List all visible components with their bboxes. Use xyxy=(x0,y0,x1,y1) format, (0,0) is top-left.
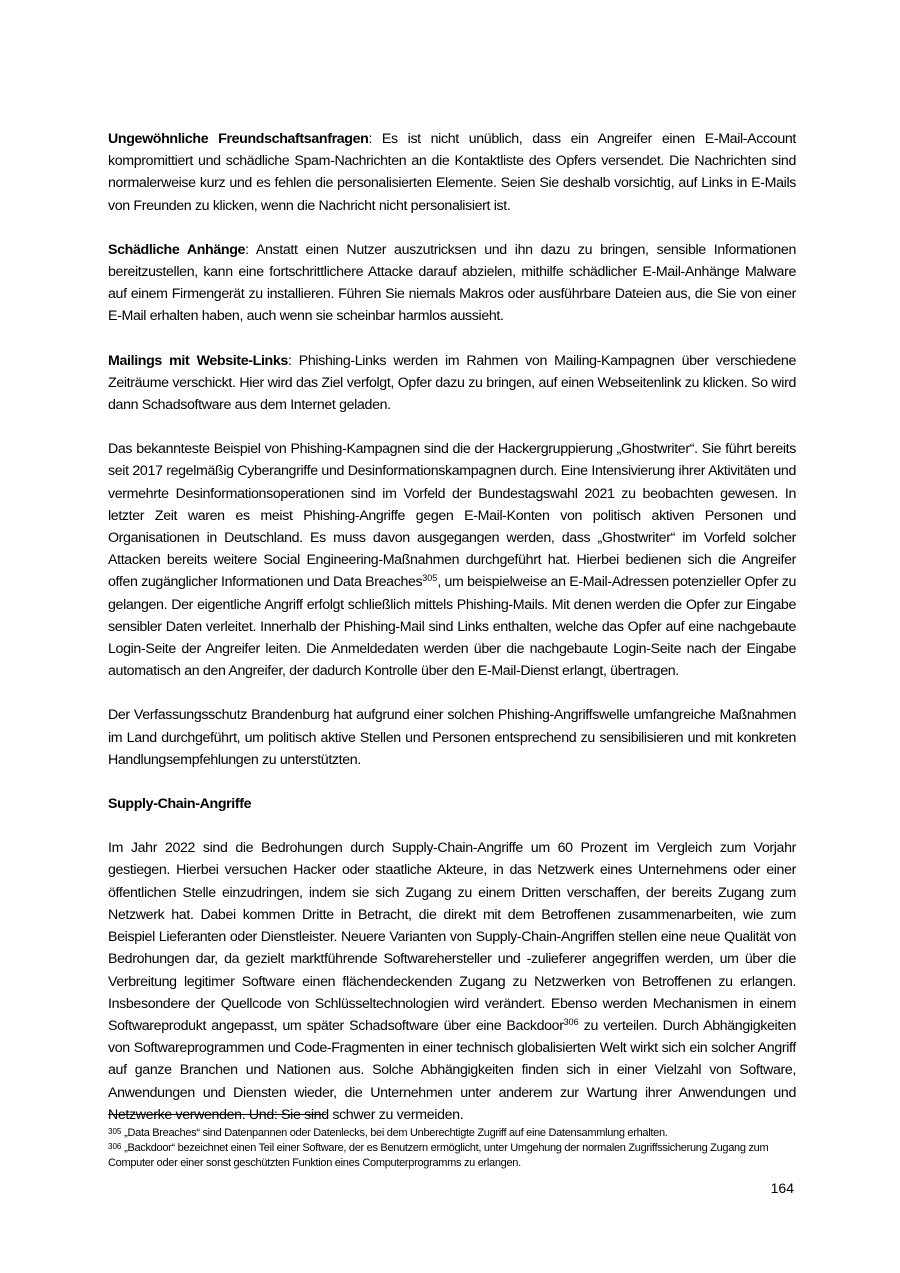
footnote-item xyxy=(108,1126,796,1141)
footnote-number: 306 xyxy=(108,1142,122,1151)
footnote-ref: 306 xyxy=(563,1016,579,1027)
section-heading: Supply-Chain-Angriffe xyxy=(108,796,252,813)
footnote-text: „Backdoor“ bezeichnet einen Teil einer Software, der es Benutzern ermöglicht, unter Umgehung der normalen Zugriffssicherung Zugang zum Computer oder einer sonst geschützten Funktion eines Computerprogramms zu erlangen. xyxy=(108,1142,769,1169)
paragraph-verfassungsschutz: Der Verfassungsschutz Brandenburg hat aufgrund einer solchen Phishing-Angriffswelle umfangreiche Maßnahmen im Land durchgeführt, um politisch aktive Stellen und Personen entsprechend zu sensibilisieren und mit konkreten Handlungsempfehlungen zu unterstützten. xyxy=(108,707,796,768)
paragraph-title: Ungewöhnliche Freundschaftsanfragen xyxy=(108,131,369,147)
paragraph-text: Das bekannteste Beispiel von Phishing-Kampagnen sind die der Hackergruppierung „Ghostwriter“. Sie führt bereits seit 2017 regelmäßig Cyberangriffe und Desinformationskampagnen durch. Eine Intensivierung ihrer Aktivitäten und vermehrte Desinformationsoperationen sind im Vorfeld der Bundestagswahl 2021 zu beobachten gewesen. In letzter Zeit waren es meist Phishing-Angriffe gegen E-Mail-Konten von politisch aktiven Personen und Organisationen in Deutschland. Es muss davon ausgegangen werden, dass „Ghostwriter“ im Vorfeld solcher Attacken bereits weitere Social Engineering-Maßnahmen durchgeführt hat. Hierbei bedienen sich die Angreifer offen zugänglicher Informationen und Data Breaches xyxy=(108,441,796,591)
paragraph-text: zu verteilen. Durch Abhängigkeiten von Softwareprogrammen und Code-Fragmenten in einer technisch globalisierten Welt wirkt sich ein solcher Angriff auf ganze Branchen und Nationen aus. Solche Abhängigkeiten finden sich in einer Vielzahl von Software, Anwendungen und Diensten wieder, die Unternehmen unter anderem zur Wartung ihrer Anwendungen und Netzwerke verwenden. Und: Sie sind schwer zu vermeiden. xyxy=(108,1017,796,1123)
paragraph-website-links xyxy=(108,350,796,417)
footnote-item xyxy=(108,1141,796,1171)
page-number: 164 xyxy=(770,1180,794,1196)
paragraph-ghostwriter xyxy=(108,438,796,682)
footnotes xyxy=(108,1126,796,1171)
paragraph-text: Im Jahr 2022 sind die Bedrohungen durch Supply-Chain-Angriffe um 60 Prozent im Vergleich zum Vorjahr gestiegen. Hierbei versuchen Hacker oder staatliche Akteure, in das Netzwerk eines Unternehmens oder einer öffentlichen Stelle einzudringen, indem sie sich Zugang zu einem Dritten verschaffen, der bereits Zugang zum Netzwerk hat. Dabei kommen Dritte in Betracht, die direkt mit dem Betroffenen zusammenarbeiten, wie zum Beispiel Lieferanten oder Dienstleister. Neuere Varianten von Supply-Chain-Angriffen stellen eine neue Qualität von Bedrohungen dar, da gezielt marktführende Softwarehersteller und -zulieferer angegriffen werden, um über die Verbreitung legitimer Software einen flächendeckenden Zugang zu Netzwerken von Betroffenen zu erlangen. Insbesondere der Quellcode von Schlüsseltechnologien wird verändert. Ebenso werden Mechanismen in einem Softwareprodukt angepasst, um später Schadsoftware über eine Backdoor xyxy=(108,840,796,1034)
footnote-number: 305 xyxy=(108,1127,122,1136)
paragraph-supply-chain xyxy=(108,837,796,1126)
footnote-ref: 305 xyxy=(422,573,438,584)
paragraph-friend-requests xyxy=(108,128,796,217)
body-text xyxy=(108,128,796,1148)
paragraph-text: : Es ist nicht unüblich, dass ein Angreifer einen E-Mail-Account kompromittiert und schädliche Spam-Nachrichten an die Kontaktliste des Opfers versendet. Die Nachrichten sind normalerweise kurz und es fehlen die personalisierten Elemente. Seien Sie deshalb vorsichtig, auf Links in E-Mails von Freunden zu klicken, wenn die Nachricht nicht personalisiert ist. xyxy=(108,131,796,214)
paragraph-title: Mailings mit Website-Links xyxy=(108,352,288,369)
footnote-text: „Data Breaches“ sind Datenpannen oder Datenlecks, bei dem Unberechtigte Zugriff auf eine Datensammlung erhalten. xyxy=(121,1127,668,1139)
footnote-divider xyxy=(108,1114,326,1115)
paragraph-text: : Phishing-Links werden im Rahmen von Mailing-Kampagnen über verschiedene Zeiträume verschickt. Hier wird das Ziel verfolgt, Opfer dazu zu bringen, auf einen Webseitenlink zu klicken. So wird dann Schadsoftware aus dem Internet geladen. xyxy=(108,352,796,414)
paragraph-malicious-attachments xyxy=(108,239,796,328)
paragraph-text: , um beispielweise an E-Mail-Adressen potenzieller Opfer zu gelangen. Der eigentliche Angriff erfolgt schließlich mittels Phishing-Mails. Mit denen werden die Opfer zur Eingabe sensibler Daten verleitet. Innerhalb der Phishing-Mail sind Links enthalten, welche das Opfer auf eine nachgebaute Login-Seite der Angreifer leiten. Die Anmeldedaten werden über die nachgebaute Login-Seite nach der Eingabe automatisch an den Angreifer, der dadurch Kontrolle über den E-Mail-Dienst erlangt, übertragen. xyxy=(108,574,796,680)
paragraph-title: Schädliche Anhänge xyxy=(108,241,246,258)
paragraph-text: : Anstatt einen Nutzer auszutricksen und ihn dazu zu bringen, sensible Informationen bereitzustellen, kann eine fortschrittlichere Attacke darauf abzielen, mithilfe schädlicher E-Mail-Anhänge Malware auf einem Firmengerät zu installieren. Führen Sie niemals Makros oder ausführbare Dateien aus, die Sie von einer E-Mail erhalten haben, auch wenn sie scheinbar harmlos aussieht. xyxy=(108,241,796,325)
